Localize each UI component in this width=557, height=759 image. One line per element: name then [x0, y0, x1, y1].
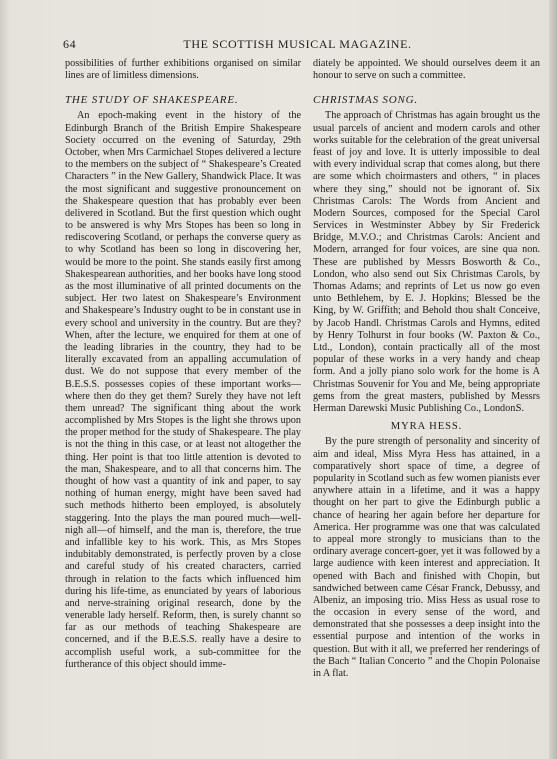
right-column	[313, 58, 540, 680]
christmas-song-body: The approach of Christmas has again brought us the usual parcels of ancient and modern carols and other works suitable for the celebration of the great universal feast of joy and love. It is utterly impossible to deal with every individual scrap that comes along, but there are some which choirmasters and others, “ in places where they sing,” should not be ignorant of. Six Christmas Carols: The Words from Ancient and Modern Sources, composed for the Special Carol Services in Westminster Abbey by Sir Frederick Bridge, M.V.O.; and Christmas Carols: Ancient and Modern, arranged for four voices, are sine qua non. These are published by Messrs Bosworth & Co., London, who also send out Six Christmas Carols, by Thomas Adams; and reprints of Let us now go even unto Bethlehem, by E. J. Hopkins; Blessed be the King, by W. Griffith; and Behold thou shalt Conceive, by Jacob Handl. Christmas Carols and Hymns, edited by Henry Tolhurst in four books (W. Paxton & Co., Ltd., London), contain practically all of the most popular of these works in a very handy and cheap form. And a jolly piano solo work for the home is A Christmas Souvenir for You and Me, being appropriate gems from the great masters, published by Messrs Herman Darewski Music Publishing Co., London.	[313, 110, 540, 414]
running-header	[0, 37, 557, 53]
magazine-title: THE SCOTTISH MUSICAL MAGAZINE.	[183, 37, 412, 51]
myra-hess-body: By the pure strength of personality and sincerity of aim and ideal, Miss Myra Hess has attained, in a comparatively short space of time, a degree of popularity in Scotland such as few women pianists ever anywhere attain in a lifetime, and it was a happy thought on her part to give the Edinburgh public a chance of hearing her again before her departure for America. Her programme was one that was calculated to appeal more strongly to musicians than to the ordinary average concert-goer, yet it was followed by a large audience with keen interest and appreciation. It opened with Bach and finished with Chopin, but sandwiched between came César Franck, Debussy, and Albeniz, an imposing trio. Miss Hess as usual rose to the occasion in every sense of the word, and demonstrated that she possesses a deep insight into the essential purpose and intention of the works in question. But with it all, we preferred her renderings of the Bach “ Italian Concerto ” and the Chopin Polonaise in A flat.	[313, 436, 540, 679]
left-column	[65, 58, 301, 671]
section-heading-christmas-song: CHRISTMAS SONG.	[313, 94, 418, 107]
shakespeare-article-body: An epoch-making event in the history of the Edinburgh Branch of the British Empire Shakespeare Society occurred on the evening of Saturday, 29th October, when Mrs Carmichael Stopes delivered a lecture to the members on the subject of “ Shakespeare’s Created Characters ” in the New Gallery, Shandwick Place. It was the most significant and suggestive pronouncement on the Shakespeare question that has probably ever been delivered in Scotland. But the first question which ought to be answered is why Mrs Stopes has been so long in rediscovering Scotland, or perhaps the converse query as to why Scotland has been so long in discovering her, would be more to the point. She stands easily first among Shakespearean authorities, and her books have long stood as the most illuminative of all printed documents on the subject. Her two latest on Shakespeare’s Environment and Shakespeare’s Industry ought to be in constant use in every school and university in the country. But are they? When, after the lecture, we enquired for them at one of the leading libraries in the country, they had to be literally excavated from an appalling accumulation of dust. We do not suppose that every member of the B.E.S.S. possesses copies of these important works—where then do they get them? Surely they have not left them unread? The significant thing about the work accomplished by Mrs Stopes is the light she throws upon the proper method for the study of Shakespeare. The play is not the thing in this case, or at least not altogether the thing. Her point is that too little attention is devoted to the man, Shakespeare, and to all that concerns him. The thought of how vast a quantity of ink and paper, to say nothing of human energy, might have been saved had such methods hitherto been employed, is absolutely staggering. Into the plays the man poured much—well-nigh all—of himself, and the man is, therefore, the true and infallible key to his work. This, as Mrs Stopes indubitably demonstrated, is perfectly proven by a close and careful study of his created characters, carried through in relation to the facts which influenced him during his life-time, as enunciated by years of laborious and nerve-straining original research, done by the venerable lady herself. Reform, then, is surely channt so far as our methods of teaching Shakespeare are concerned, and if the B.E.S.S. really have a desire to accomplish useful work, a sub-committee for the furtherance of this object should imme-	[65, 110, 301, 670]
section-heading-myra-hess: MYRA HESS.	[390, 421, 463, 433]
page-number: 64	[63, 37, 77, 51]
continued-paragraph-right: diately be appointed. We should ourselves deem it an honour to serve on such a committee.	[313, 58, 540, 82]
page-edge-shadow	[549, 0, 557, 759]
author-signature: S.	[515, 403, 524, 415]
continued-paragraph: possibilities of further exhibitions organised on similar lines are of limitless dimensions.	[65, 58, 301, 82]
section-heading-shakespeare: THE STUDY OF SHAKESPEARE.	[65, 94, 239, 107]
